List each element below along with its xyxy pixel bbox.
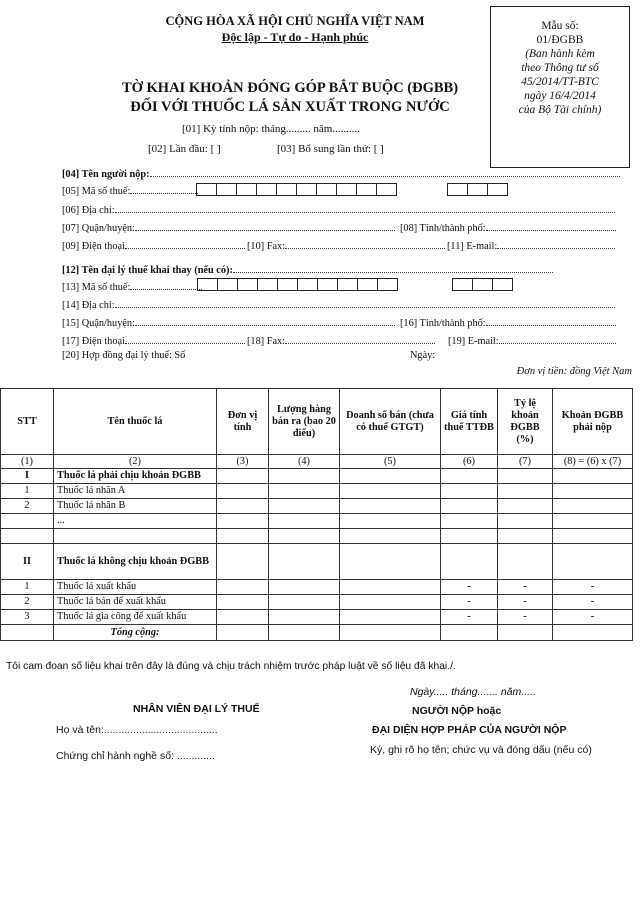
tax-code-digit-box[interactable] xyxy=(296,183,317,196)
row-cell[interactable] xyxy=(217,595,269,610)
row-name: Thuốc lá bán để xuất khẩu xyxy=(54,595,217,610)
row-name: Thuốc lá xuất khẩu xyxy=(54,580,217,595)
row-stt: I xyxy=(1,469,54,484)
row-cell[interactable] xyxy=(217,544,269,580)
row-stt xyxy=(1,514,54,529)
num-1: (1) xyxy=(1,455,54,469)
row-cell[interactable] xyxy=(269,610,340,625)
total-label: Tổng cộng: xyxy=(54,625,217,641)
tax-code-digit-box[interactable] xyxy=(356,183,377,196)
row-stt: 2 xyxy=(1,499,54,514)
col-sales: Doanh số bán (chưa có thuế GTGT) xyxy=(340,389,441,455)
tax-code-digit-box[interactable] xyxy=(216,183,237,196)
row-cell[interactable] xyxy=(441,529,498,544)
field-10[interactable]: [10] Fax: xyxy=(247,239,445,252)
row-cell[interactable] xyxy=(340,469,441,484)
row-cell[interactable] xyxy=(269,514,340,529)
supplement-field[interactable]: [03] Bổ sung lần thứ: [ ] xyxy=(277,143,384,155)
row-cell[interactable] xyxy=(269,484,340,499)
field-13[interactable]: [13] Mã số thuế: xyxy=(62,280,202,293)
row-cell[interactable] xyxy=(553,484,633,499)
republic-title: CỘNG HÒA XÃ HỘI CHỦ NGHĨA VIỆT NAM xyxy=(165,14,425,28)
field-15[interactable]: [15] Quận/huyện: xyxy=(62,316,395,329)
row-cell[interactable] xyxy=(217,580,269,595)
table-row xyxy=(1,610,633,625)
agent-title: NHÂN VIÊN ĐẠI LÝ THUẾ xyxy=(133,703,260,715)
tax-code-digit-box[interactable] xyxy=(447,183,468,196)
table-row xyxy=(1,580,633,595)
table-row xyxy=(1,499,633,514)
row-cell[interactable] xyxy=(553,529,633,544)
row-cell[interactable] xyxy=(498,514,553,529)
row-cell[interactable] xyxy=(340,514,441,529)
row-cell[interactable] xyxy=(269,544,340,580)
row-cell[interactable] xyxy=(217,610,269,625)
row-cell[interactable] xyxy=(441,544,498,580)
table-total-row xyxy=(1,625,633,641)
field-04[interactable]: [04] Tên người nộp: xyxy=(62,167,620,180)
table-number-row xyxy=(1,455,633,469)
tax-code-digit-box[interactable] xyxy=(472,278,493,291)
num-6: (6) xyxy=(441,455,498,469)
row-cell[interactable] xyxy=(441,514,498,529)
tax-code-digit-box[interactable] xyxy=(487,183,508,196)
payer-title-2: ĐẠI DIỆN HỢP PHÁP CỦA NGƯỜI NỘP xyxy=(372,724,567,736)
tax-code-digit-box[interactable] xyxy=(237,278,258,291)
row-stt: 3 xyxy=(1,610,54,625)
form-code: 01/ĐGBB xyxy=(536,34,584,46)
row-cell[interactable]: - xyxy=(441,580,498,595)
col-name: Tên thuốc lá xyxy=(54,389,217,455)
currency-unit: Đơn vị tiền: đồng Việt Nam xyxy=(516,366,632,377)
row-cell[interactable] xyxy=(498,529,553,544)
tax-code-digit-box[interactable] xyxy=(257,278,278,291)
field-14[interactable]: [14] Địa chỉ: xyxy=(62,298,615,311)
row-name xyxy=(54,529,217,544)
payer-note: Ký, ghi rõ họ tên; chức vụ và đóng dấu (nếu có) xyxy=(370,744,592,756)
tax-code-digit-box[interactable] xyxy=(197,278,218,291)
form-code-label: Mẫu số: xyxy=(541,20,579,32)
tax-code-digit-box[interactable] xyxy=(317,278,338,291)
col-stt: STT xyxy=(1,389,54,455)
tax-code-digit-box[interactable] xyxy=(277,278,298,291)
row-cell[interactable] xyxy=(441,469,498,484)
sign-date[interactable]: Ngày..... tháng....... năm..... xyxy=(410,686,536,698)
form-issue-line2: theo Thông tư số xyxy=(521,62,599,74)
row-cell[interactable] xyxy=(441,499,498,514)
field-05[interactable]: [05] Mã số thuế: xyxy=(62,184,198,197)
row-cell[interactable] xyxy=(441,484,498,499)
row-cell[interactable] xyxy=(498,544,553,580)
row-cell[interactable]: - xyxy=(553,610,633,625)
row-name: Thuốc lá phải chịu khoản ĐGBB xyxy=(54,469,217,484)
col-quantity: Lượng hàng bán ra (bao 20 điếu) xyxy=(269,389,340,455)
num-5: (5) xyxy=(340,455,441,469)
row-cell[interactable] xyxy=(340,595,441,610)
tax-code-digit-box[interactable] xyxy=(276,183,297,196)
row-cell[interactable] xyxy=(553,544,633,580)
row-name: ... xyxy=(54,514,217,529)
form-title-line1: TỜ KHAI KHOẢN ĐÓNG GÓP BẮT BUỘC (ĐGBB) xyxy=(121,80,459,96)
row-cell[interactable] xyxy=(340,484,441,499)
col-price: Giá tính thuế TTĐB xyxy=(441,389,498,455)
field-09[interactable]: [09] Điện thoại xyxy=(62,239,245,252)
form-title-line2: ĐỐI VỚI THUỐC LÁ SẢN XUẤT TRONG NƯỚC xyxy=(130,99,450,115)
field-16[interactable]: [16] Tỉnh/thành phố: xyxy=(400,316,616,329)
field-17[interactable]: [17] Điện thoại xyxy=(62,334,245,347)
tax-code-digit-box[interactable] xyxy=(236,183,257,196)
num-2: (2) xyxy=(54,455,217,469)
agent-certificate[interactable]: Chứng chỉ hành nghề số: ............. xyxy=(56,750,215,762)
declaration: Tôi cam đoan số liệu khai trên đây là đúng và chịu trách nhiệm trước pháp luật về số liệu đã khai./. xyxy=(6,661,456,672)
tax-code-digit-box[interactable] xyxy=(297,278,318,291)
first-time-field[interactable]: [02] Lần đầu: [ ] xyxy=(148,143,221,155)
row-cell[interactable]: - xyxy=(441,595,498,610)
tax-code-digit-box[interactable] xyxy=(467,183,488,196)
col-unit: Đơn vị tính xyxy=(217,389,269,455)
row-cell[interactable] xyxy=(269,499,340,514)
field-08[interactable]: [08] Tỉnh/thành phố: xyxy=(400,221,616,234)
row-cell[interactable] xyxy=(269,595,340,610)
field-19[interactable]: [19] E-mail: xyxy=(448,334,616,347)
row-cell[interactable] xyxy=(340,499,441,514)
tax-code-digit-box[interactable] xyxy=(376,183,397,196)
row-cell[interactable] xyxy=(340,580,441,595)
row-cell[interactable]: - xyxy=(441,610,498,625)
field-20-date[interactable]: Ngày: xyxy=(410,350,436,361)
form-code-box xyxy=(490,6,630,168)
row-stt xyxy=(1,529,54,544)
row-cell[interactable] xyxy=(217,499,269,514)
table-row xyxy=(1,544,633,580)
num-7: (7) xyxy=(498,455,553,469)
num-4: (4) xyxy=(269,455,340,469)
table-row xyxy=(1,595,633,610)
tax-code-digit-box[interactable] xyxy=(316,183,337,196)
form-issue-line4: ngày 16/4/2014 xyxy=(524,90,596,102)
table-header-row xyxy=(1,389,633,455)
row-stt: 1 xyxy=(1,580,54,595)
form-issue-line3: 45/2014/TT-BTC xyxy=(521,76,599,88)
field-07[interactable]: [07] Quận/huyện: xyxy=(62,221,395,234)
row-cell[interactable] xyxy=(269,469,340,484)
row-cell[interactable] xyxy=(269,580,340,595)
row-cell[interactable]: - xyxy=(498,580,553,595)
tax-code-digit-box[interactable] xyxy=(377,278,398,291)
row-cell[interactable] xyxy=(498,484,553,499)
row-cell[interactable] xyxy=(217,484,269,499)
row-cell[interactable] xyxy=(269,529,340,544)
tax-code-digit-box[interactable] xyxy=(357,278,378,291)
field-12[interactable]: [12] Tên đại lý thuế khai thay (nếu có): xyxy=(62,263,553,276)
row-cell[interactable] xyxy=(498,499,553,514)
row-cell[interactable] xyxy=(217,529,269,544)
row-cell[interactable] xyxy=(498,469,553,484)
tax-code-digit-box[interactable] xyxy=(196,183,217,196)
row-cell[interactable] xyxy=(340,529,441,544)
num-3: (3) xyxy=(217,455,269,469)
row-cell[interactable]: - xyxy=(553,595,633,610)
num-8: (8) = (6) x (7) xyxy=(553,455,633,469)
table-row xyxy=(1,469,633,484)
field-18[interactable]: [18] Fax: xyxy=(247,334,435,347)
row-cell[interactable] xyxy=(217,469,269,484)
table-row xyxy=(1,529,633,544)
row-cell[interactable] xyxy=(553,514,633,529)
tax-code-digit-box[interactable] xyxy=(452,278,473,291)
tobacco-table xyxy=(0,388,633,641)
row-stt: 1 xyxy=(1,484,54,499)
row-name: Thuốc lá nhãn A xyxy=(54,484,217,499)
tax-code-digit-box[interactable] xyxy=(256,183,277,196)
row-cell[interactable] xyxy=(553,499,633,514)
tax-code-digit-box[interactable] xyxy=(337,278,358,291)
form-issue-line5: của Bộ Tài chính) xyxy=(518,104,602,116)
row-cell[interactable]: - xyxy=(498,610,553,625)
period-field[interactable]: [01] Kỳ tính nộp: tháng......... năm.......... xyxy=(182,123,360,135)
table-row xyxy=(1,514,633,529)
tax-code-digit-box[interactable] xyxy=(492,278,513,291)
col-rate: Tỷ lệ khoản ĐGBB (%) xyxy=(498,389,553,455)
row-cell[interactable] xyxy=(340,544,441,580)
field-11[interactable]: [11] E-mail: xyxy=(447,239,615,252)
field-06[interactable]: [06] Địa chỉ: xyxy=(62,203,615,216)
row-name: Thuốc lá không chịu khoản ĐGBB xyxy=(54,544,217,580)
table-row xyxy=(1,484,633,499)
col-amount: Khoản ĐGBB phải nộp xyxy=(553,389,633,455)
row-cell[interactable] xyxy=(553,469,633,484)
row-name: Thuốc lá nhãn B xyxy=(54,499,217,514)
row-cell[interactable] xyxy=(217,514,269,529)
tax-code-digit-box[interactable] xyxy=(336,183,357,196)
row-stt: II xyxy=(1,544,54,580)
payer-title-1: NGƯỜI NỘP hoặc xyxy=(412,705,502,717)
motto: Độc lập - Tự do - Hạnh phúc xyxy=(221,30,369,44)
row-cell[interactable]: - xyxy=(498,595,553,610)
tax-code-digit-box[interactable] xyxy=(217,278,238,291)
row-stt: 2 xyxy=(1,595,54,610)
agent-name[interactable]: Họ và tên:....................................... xyxy=(56,724,218,736)
row-name: Thuốc lá gia công để xuất khẩu xyxy=(54,610,217,625)
row-cell[interactable]: - xyxy=(553,580,633,595)
form-issue-line1: (Ban hành kèm xyxy=(525,48,595,60)
row-cell[interactable] xyxy=(340,610,441,625)
field-20[interactable]: [20] Hợp đồng đại lý thuế: Số xyxy=(62,350,186,361)
